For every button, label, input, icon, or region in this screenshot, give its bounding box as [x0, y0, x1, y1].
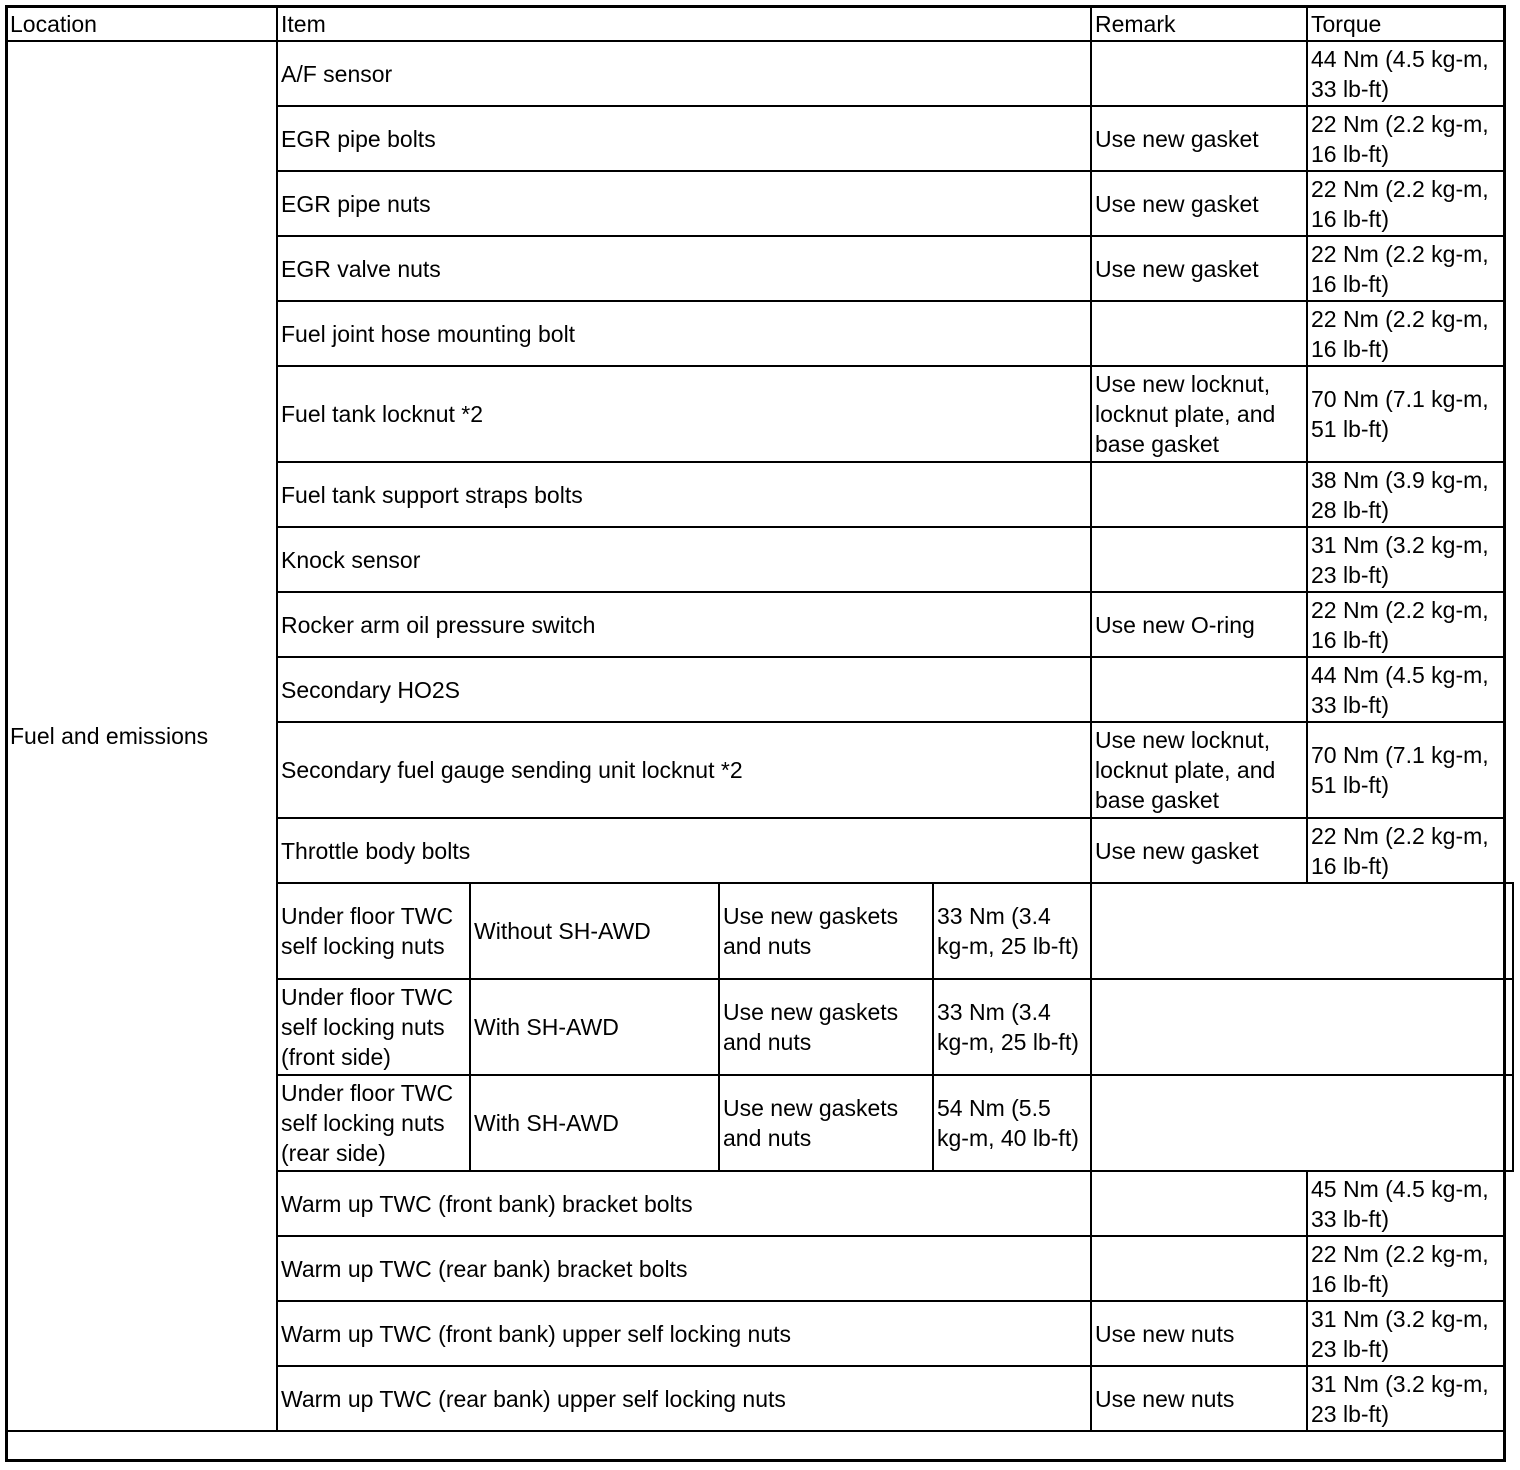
empty-cell: [1091, 1075, 1505, 1171]
header-remark: Remark: [1091, 6, 1307, 41]
item-cell: Under floor TWC self locking nuts (front side): [277, 979, 470, 1075]
remark-cell: [1091, 301, 1307, 366]
remark-cell: [1091, 657, 1307, 722]
item-cell: Knock sensor: [277, 527, 1091, 592]
item-cell: Fuel tank support straps bolts: [277, 462, 1091, 527]
remark-cell: Use new nuts: [1091, 1366, 1307, 1431]
item-cell: Warm up TWC (rear bank) bracket bolts: [277, 1236, 1091, 1301]
item-cell: Warm up TWC (front bank) bracket bolts: [277, 1171, 1091, 1236]
item-cell: Secondary HO2S: [277, 657, 1091, 722]
item-cell: Warm up TWC (rear bank) upper self locking nuts: [277, 1366, 1091, 1431]
remark-cell: [1091, 462, 1307, 527]
torque-cell: 38 Nm (3.9 kg-m, 28 lb-ft): [1307, 462, 1505, 527]
remark-cell: [1091, 1171, 1307, 1236]
remark-cell: [1091, 527, 1307, 592]
remark-cell: [1091, 41, 1307, 106]
torque-cell: 70 Nm (7.1 kg-m, 51 lb-ft): [1307, 366, 1505, 462]
item-cell: Under floor TWC self locking nuts (rear side): [277, 1075, 470, 1171]
remark-cell: Use new gasket: [1091, 171, 1307, 236]
empty-cell: [1505, 1075, 1513, 1171]
remark-cell: Use new O-ring: [1091, 592, 1307, 657]
torque-cell: 33 Nm (3.4 kg-m, 25 lb-ft): [933, 883, 1091, 979]
remark-cell: Use new nuts: [1091, 1301, 1307, 1366]
empty-cell: [1505, 979, 1513, 1075]
empty-cell: [1091, 979, 1505, 1075]
item-cell: A/F sensor: [277, 41, 1091, 106]
torque-cell: 22 Nm (2.2 kg-m, 16 lb-ft): [1307, 818, 1505, 883]
table-row: [6, 41, 1513, 106]
item-cell: EGR pipe bolts: [277, 106, 1091, 171]
torque-cell: 31 Nm (3.2 kg-m, 23 lb-ft): [1307, 527, 1505, 592]
remark-cell: Use new gasket: [1091, 818, 1307, 883]
item-cell: Rocker arm oil pressure switch: [277, 592, 1091, 657]
torque-cell: 22 Nm (2.2 kg-m, 16 lb-ft): [1307, 592, 1505, 657]
torque-cell: 54 Nm (5.5 kg-m, 40 lb-ft): [933, 1075, 1091, 1171]
item-cell: EGR valve nuts: [277, 236, 1091, 301]
condition-cell: With SH-AWD: [470, 979, 719, 1075]
location-cell: Fuel and emissions: [6, 41, 277, 1431]
torque-cell: 44 Nm (4.5 kg-m, 33 lb-ft): [1307, 657, 1505, 722]
header-torque: Torque: [1307, 6, 1505, 41]
condition-cell: Without SH-AWD: [470, 883, 719, 979]
torque-spec-table: [5, 5, 1514, 1432]
torque-cell: 22 Nm (2.2 kg-m, 16 lb-ft): [1307, 106, 1505, 171]
header-location: Location: [6, 6, 277, 41]
header-item: Item: [277, 6, 1091, 41]
condition-cell: With SH-AWD: [470, 1075, 719, 1171]
remark-cell: Use new gasket: [1091, 106, 1307, 171]
torque-cell: 22 Nm (2.2 kg-m, 16 lb-ft): [1307, 236, 1505, 301]
item-cell: Secondary fuel gauge sending unit locknut *2: [277, 722, 1091, 818]
empty-cell: [1091, 883, 1505, 979]
torque-cell: 44 Nm (4.5 kg-m, 33 lb-ft): [1307, 41, 1505, 106]
torque-cell: 22 Nm (2.2 kg-m, 16 lb-ft): [1307, 171, 1505, 236]
torque-cell: 31 Nm (3.2 kg-m, 23 lb-ft): [1307, 1301, 1505, 1366]
remark-cell: Use new gasket: [1091, 236, 1307, 301]
item-cell: EGR pipe nuts: [277, 171, 1091, 236]
item-cell: Fuel joint hose mounting bolt: [277, 301, 1091, 366]
item-cell: Throttle body bolts: [277, 818, 1091, 883]
item-cell: Fuel tank locknut *2: [277, 366, 1091, 462]
torque-cell: 45 Nm (4.5 kg-m, 33 lb-ft): [1307, 1171, 1505, 1236]
remark-cell: [1091, 1236, 1307, 1301]
torque-cell: 33 Nm (3.4 kg-m, 25 lb-ft): [933, 979, 1091, 1075]
empty-cell: [1505, 883, 1513, 979]
item-cell: Warm up TWC (front bank) upper self locking nuts: [277, 1301, 1091, 1366]
torque-cell: 70 Nm (7.1 kg-m, 51 lb-ft): [1307, 722, 1505, 818]
remark-cell: Use new gaskets and nuts: [719, 883, 933, 979]
torque-cell: 22 Nm (2.2 kg-m, 16 lb-ft): [1307, 1236, 1505, 1301]
torque-cell: 22 Nm (2.2 kg-m, 16 lb-ft): [1307, 301, 1505, 366]
header-row: [6, 6, 1513, 41]
remark-cell: Use new gaskets and nuts: [719, 1075, 933, 1171]
remark-cell: Use new gaskets and nuts: [719, 979, 933, 1075]
item-cell: Under floor TWC self locking nuts: [277, 883, 470, 979]
remark-cell: Use new locknut, locknut plate, and base gasket: [1091, 366, 1307, 462]
remark-cell: Use new locknut, locknut plate, and base gasket: [1091, 722, 1307, 818]
torque-cell: 31 Nm (3.2 kg-m, 23 lb-ft): [1307, 1366, 1505, 1431]
